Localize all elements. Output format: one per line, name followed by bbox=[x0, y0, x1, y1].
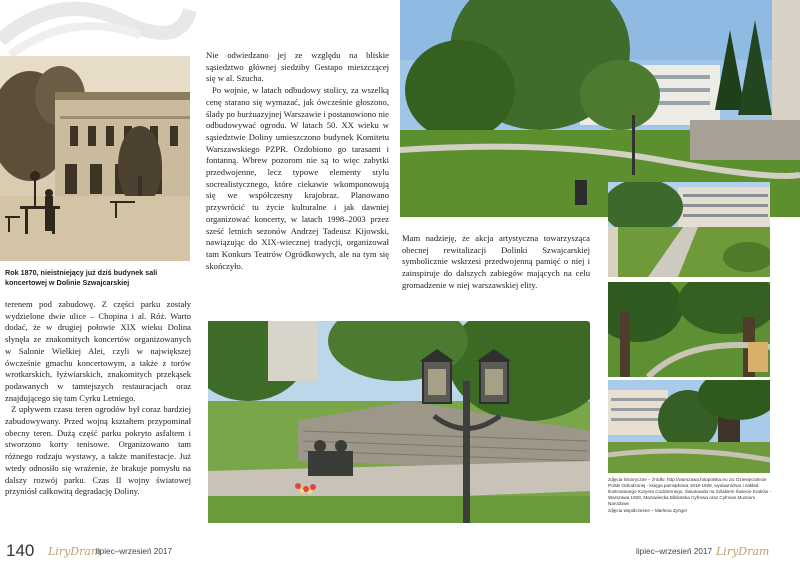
paragraph: Z upływem czasu teren ogrodów był coraz bardziej zabudowywany. Przed wojną kształtem przypominał obecny teren. Dużą część parku pokryto asfaltem i stworzono korty tenisowe. Organizowano tam różnego rodzaju wystawy, a także manifestacje. Już wtedy odnosiło się wrażenie, że brakuje pomysłu na dalszy rozwój parku. Czas II wojny światowej przyniósł całkowitą degradację Doliny. bbox=[5, 404, 191, 497]
park-photo-lanterns bbox=[208, 321, 590, 523]
park-photo-building bbox=[608, 380, 770, 473]
text-column-2 bbox=[206, 50, 389, 272]
text-column-3 bbox=[402, 233, 590, 292]
photo-caption: Rok 1870, nieistniejący już dziś budynek sali koncertowej w Dolinie Szwajcarskiej bbox=[5, 268, 158, 287]
park-photo-trees bbox=[608, 282, 770, 377]
credit-line: zdjęcia współczesne – Marlena Zynger bbox=[608, 508, 688, 514]
magazine-logo: LiryDram bbox=[48, 545, 102, 558]
historic-photo-concert-hall bbox=[0, 56, 190, 261]
paragraph: terenem pod zabudowę. Z części parku zostały wydzielone dwie ulice – Chopina i al. Róż. Warto dodać, że w drugiej połowie XIX wieku Dolina słynęła ze znakomitych koncertów organizowanych w Salonie Wielkiej Alei, czyli w największej ówcześnie gmachu koncertowym, a także z torów wrotkarskich, łyżwiarskich, znakomitych przekąsek podawanych w tamtejszych restauracjach oraz znajdującego się tam Cyrku Letniego. bbox=[5, 299, 191, 403]
paragraph: Po wojnie, w latach odbudowy stolicy, za wszelką cenę starano się wymazać, jak ówcześnie głoszono, ślady po burżuazyjnej Warszawie i postanowiono nie odbudowywać ogrodu. W latach 50. XX wieku w sąsiedztwie Doliny umieszczono budynek Komitetu Warszawskiego PZPR. Ozdobiono go tarasami i fontanną. Wbrew pozorom nie są to więc zabytki przedwojenne, lecz typowe elementy stylu socrealistycznego, które ciekawie wkomponowują się we współczesny krajobraz. Planowano przywrócić tu życie kulturalne i jak dawniej organizować koncerty, w latach 1998–2003 przez sześć letnich sezonów Andrzej Tadeusz Kijowski, nawiązując do XIX-wiecznej tradycji, organizował tam Konkurs Teatrów Ogródkowych, ale na tym się skończyło. bbox=[206, 85, 389, 271]
photo-credits bbox=[608, 477, 776, 516]
page-number: 140 bbox=[6, 541, 35, 560]
credit-line: zdjęcia historyczne – źródło: http://warszawa.fotopolska.eu za: Dziesięciolecie Polski Odrodzonej - księga pamiątkowa 1918-1928, wydawnictwo i nakład Ilustrowanego Kuryera Codziennego, Światowida na Szlakiem Świecie Kraków - Warszawa 1928, Mazowiecka Biblioteka Cyfrowa oraz Cyfrowe Muzeum Narodowe bbox=[608, 477, 771, 507]
issue-date-right: lipiec–wrzesień 2017 bbox=[636, 547, 713, 556]
paragraph: Mam nadzieję, że akcja artystyczna towarzysząca obecnej rewitalizacji Dolinki Szwajcarskiej symbolicznie wskrzesi przedwojenną pamięć o niej i zainspiruje do dalszych zabiegów mających na celu gromadzenie w niej warszawskiej elity. bbox=[402, 233, 590, 290]
park-photo-path bbox=[608, 182, 770, 277]
issue-date-left: lipiec–wrzesień 2017 bbox=[96, 547, 173, 556]
magazine-logo: LiryDram bbox=[716, 545, 770, 558]
paragraph: Nie odwiedzano jej ze względu na bliskie sąsiedztwo głównej siedziby Gestapo mieszczącej się w al. Szucha. bbox=[206, 50, 389, 84]
text-column-1 bbox=[5, 299, 191, 498]
decorative-swirl bbox=[0, 0, 200, 60]
